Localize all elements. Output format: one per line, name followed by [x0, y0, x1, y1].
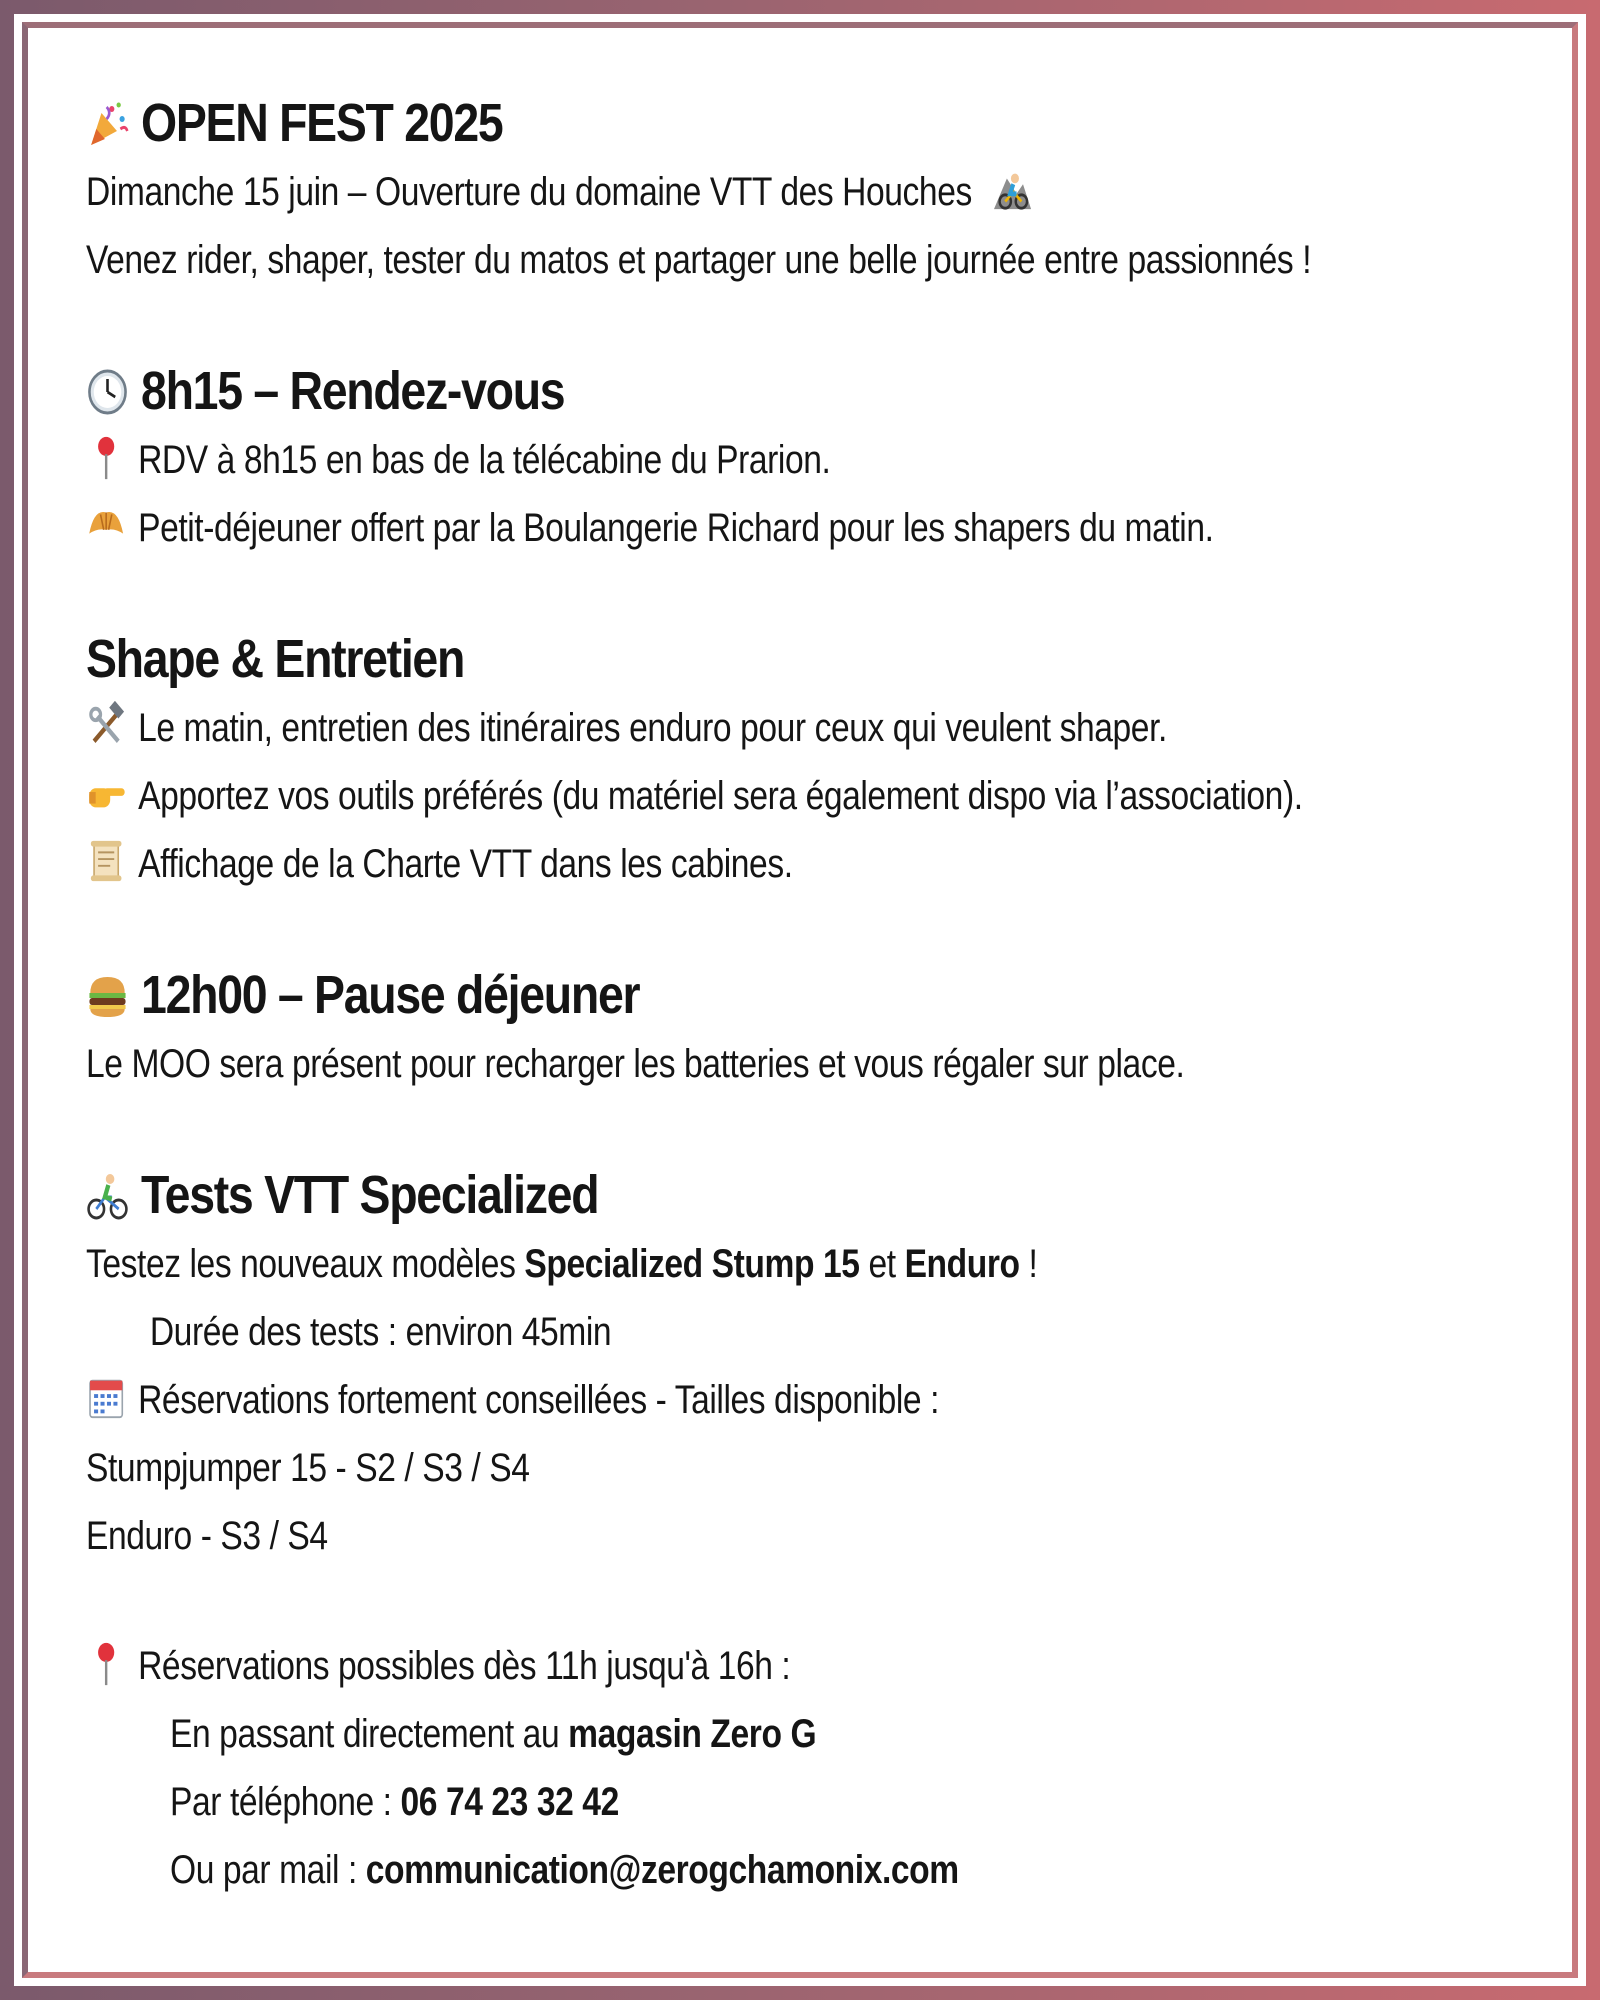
cyclist-icon: [86, 1171, 129, 1221]
booking-phone-line: [86, 1768, 1296, 1836]
shape-text-2: Apportez vos outils préférés (du matériel sera également dispo via l’association).: [138, 774, 1303, 818]
lunch-line: Le MOO sera présent pour recharger les batteries et vous régaler sur place.: [86, 1042, 1185, 1086]
hammer-wrench-icon: [86, 701, 126, 749]
booking-shop-prefix: En passant directement au: [170, 1712, 569, 1756]
breakfast-line: [86, 494, 1296, 562]
email-address: communication@zerogchamonix.com: [365, 1848, 959, 1892]
sizes-enduro-line: Enduro - S3 / S4: [86, 1514, 328, 1558]
tests-model-stump: Specialized Stump 15: [524, 1242, 860, 1286]
booking-mail-line: [86, 1836, 1296, 1904]
rdv-line: [86, 426, 1296, 494]
tests-model-enduro: Enduro: [904, 1242, 1020, 1286]
shape-line-2: [86, 762, 1303, 830]
tests-heading: [86, 1160, 1324, 1230]
tests-intro-line: [86, 1230, 1296, 1298]
calendar-icon: [86, 1373, 126, 1421]
shape-text-3: Affichage de la Charte VTT dans les cabines.: [138, 842, 793, 886]
shop-name: magasin Zero G: [568, 1712, 817, 1756]
booking-phone-prefix: Par téléphone :: [170, 1780, 401, 1824]
lunch-heading: [86, 960, 1324, 1030]
breakfast-text: Petit-déjeuner offert par la Boulangerie Richard pour les shapers du matin.: [138, 506, 1214, 550]
tests-intro-prefix: Testez les nouveaux modèles: [86, 1242, 525, 1286]
phone-number: 06 74 23 32 42: [400, 1780, 619, 1824]
frame-inner: [14, 14, 1586, 1986]
booking-shop-line: [86, 1700, 1296, 1768]
pin-icon: [86, 433, 126, 481]
open-fest-date-line: [86, 158, 1296, 226]
open-fest-heading: [86, 88, 1324, 158]
booking-intro-text: Réservations possibles dès 11h jusqu'à 16h :: [138, 1644, 791, 1688]
croissant-icon: [86, 501, 126, 549]
sizes-stump-line: Stumpjumper 15 - S2 / S3 / S4: [86, 1446, 530, 1490]
open-fest-invite-line: Venez rider, shaper, tester du matos et partager une belle journée entre passionnés !: [86, 238, 1312, 282]
lunch-title: 12h00 – Pause déjeuner: [141, 965, 640, 1025]
open-fest-line-1: Dimanche 15 juin – Ouverture du domaine VTT des Houches: [86, 170, 972, 214]
tests-reservation-line: [86, 1366, 1296, 1434]
tests-duration-line: Durée des tests : environ 45min: [149, 1310, 612, 1354]
poster-content: [86, 88, 1526, 1904]
pin-icon: [86, 1639, 126, 1687]
shape-line-1: [86, 694, 1296, 762]
clock-icon: [86, 367, 129, 417]
mountain-biker-icon: [993, 165, 1033, 213]
open-fest-title: OPEN FEST 2025: [141, 93, 503, 153]
burger-icon: [86, 971, 129, 1021]
tests-reservation-text: Réservations fortement conseillées - Tailles disponible :: [138, 1378, 940, 1422]
booking-intro-line: [86, 1632, 1296, 1700]
scroll-icon: [86, 837, 126, 885]
party-popper-icon: [86, 99, 129, 149]
rendezvous-title: 8h15 – Rendez-vous: [141, 361, 565, 421]
booking-mail-prefix: Ou par mail :: [170, 1848, 366, 1892]
shape-heading: Shape & Entretien: [86, 629, 465, 689]
rendezvous-heading: [86, 356, 1324, 426]
tests-intro-suffix: !: [1019, 1242, 1038, 1286]
tests-intro-mid: et: [859, 1242, 905, 1286]
poster-card: [22, 22, 1578, 1978]
shape-line-3: [86, 830, 1296, 898]
rdv-text: RDV à 8h15 en bas de la télécabine du Prarion.: [138, 438, 831, 482]
pointing-hand-icon: [86, 769, 126, 817]
shape-text-1: Le matin, entretien des itinéraires enduro pour ceux qui veulent shaper.: [138, 706, 1167, 750]
tests-title: Tests VTT Specialized: [141, 1165, 599, 1225]
